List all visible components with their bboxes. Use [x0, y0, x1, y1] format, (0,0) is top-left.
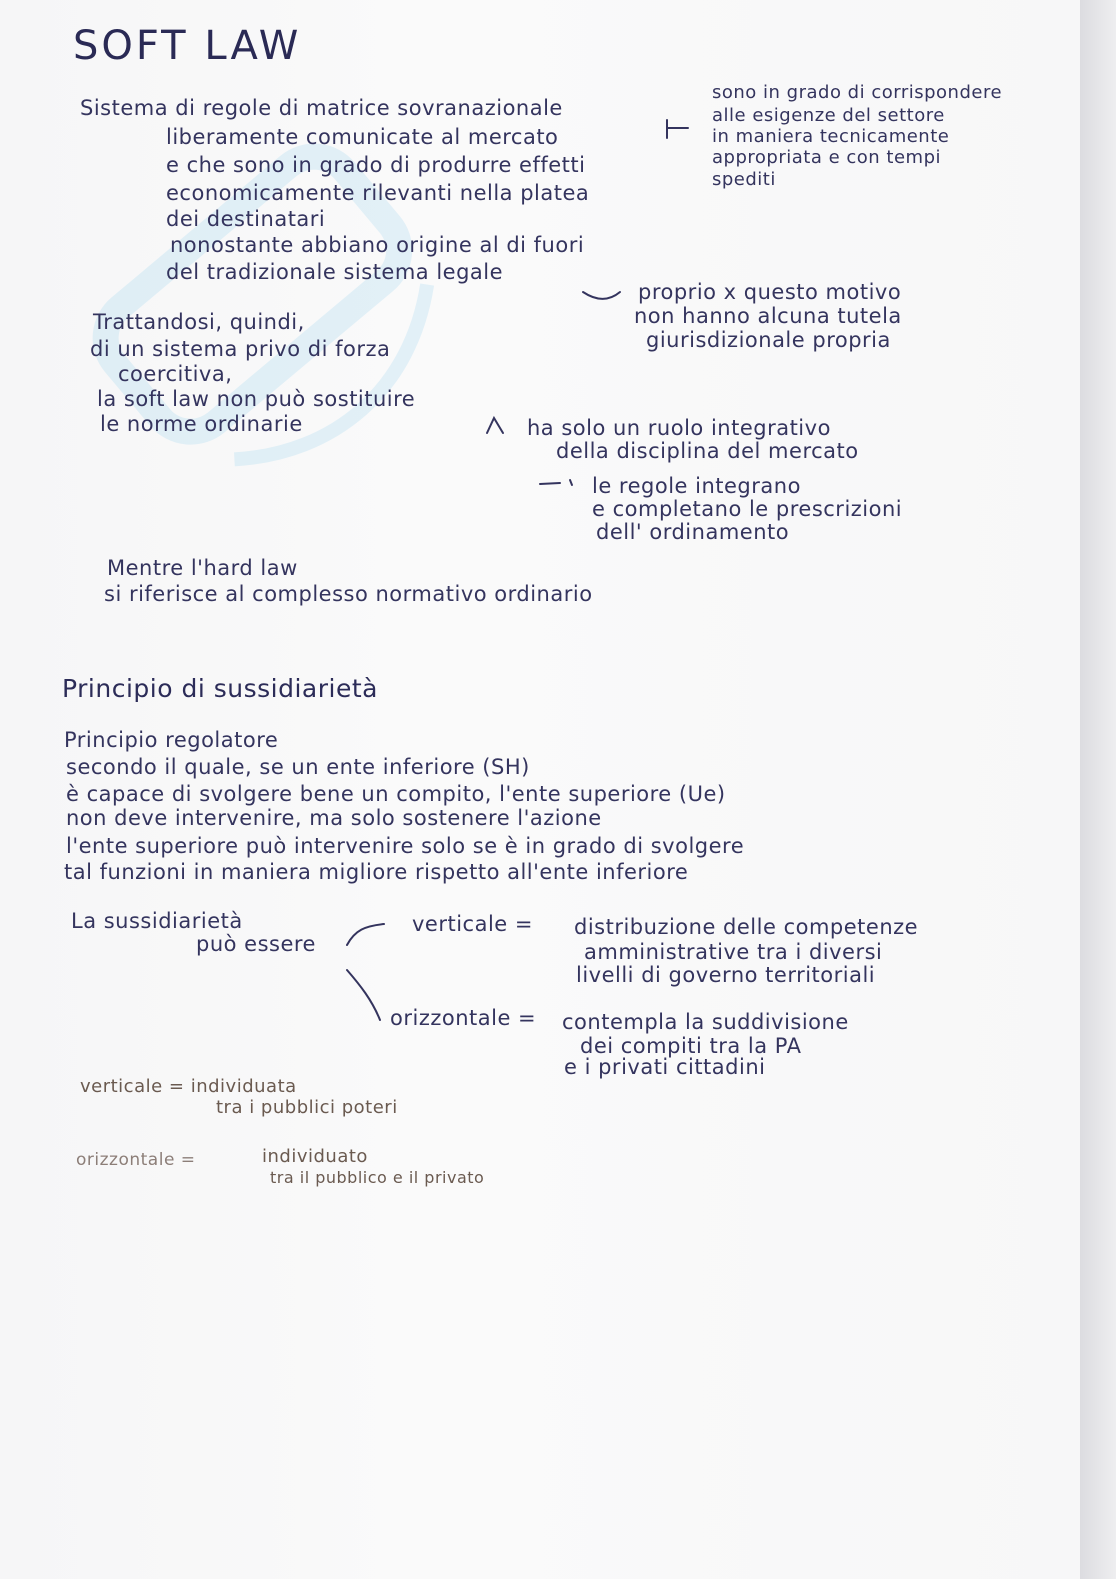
- hard-law-line: Mentre l'hard law: [107, 556, 298, 580]
- rules-line: dell' ordinamento: [596, 520, 790, 544]
- principle-line: l'ente superiore può intervenire solo se è in grado di svolgere: [66, 834, 745, 858]
- definition-line: del tradizionale sistema legale: [166, 260, 504, 284]
- hard-law-line: si riferisce al complesso normativo ordinario: [104, 582, 593, 606]
- principle-line: secondo il quale, se un ente inferiore (SH): [66, 755, 530, 779]
- principle-line: è capace di svolgere bene un compito, l'ente superiore (Ue): [66, 782, 726, 806]
- side-note-line: appropriata e con tempi: [712, 147, 941, 168]
- role-line: della disciplina del mercato: [556, 439, 859, 463]
- definition-line: e che sono in grado di produrre effetti: [166, 153, 586, 177]
- side-note-line: sono in grado di corrispondere: [712, 82, 1003, 103]
- principle-line: tal funzioni in maniera migliore rispetto all'ente inferiore: [64, 860, 689, 884]
- definition-line: Sistema di regole di matrice sovranazionale: [80, 96, 563, 120]
- rules-line: e completano le prescrizioni: [592, 497, 903, 521]
- motivo-line: proprio x questo motivo: [638, 280, 902, 304]
- section-heading: Principio di sussidiarietà: [62, 674, 378, 703]
- note-horizontal-line: tra il pubblico e il privato: [270, 1168, 485, 1187]
- horizontal-label: orizzontale =: [390, 1006, 537, 1030]
- coercion-line: le norme ordinarie: [100, 412, 303, 436]
- principle-line: non deve intervenire, ma solo sostenere l'azione: [66, 806, 602, 830]
- vertical-def-line: livelli di governo territoriali: [576, 963, 876, 987]
- horizontal-def-line: contempla la suddivisione: [562, 1010, 849, 1034]
- horizontal-def-line: e i privati cittadini: [564, 1055, 766, 1079]
- note-vertical-line: tra i pubblici poteri: [216, 1097, 398, 1118]
- note-vertical-line: verticale = individuata: [80, 1076, 297, 1097]
- vertical-def-line: amministrative tra i diversi: [584, 940, 883, 964]
- coercion-line: la soft law non può sostituire: [97, 387, 416, 411]
- horizontal-def-line: dei compiti tra la PA: [580, 1034, 802, 1058]
- definition-line: liberamente comunicate al mercato: [166, 125, 559, 149]
- page-title: SOFT LAW: [73, 23, 302, 69]
- motivo-line: non hanno alcuna tutela: [634, 304, 902, 328]
- principle-line: Principio regolatore: [64, 728, 279, 752]
- coercion-line: Trattandosi, quindi,: [93, 310, 305, 334]
- role-line: ha solo un ruolo integrativo: [527, 416, 831, 440]
- rules-line: le regole integrano: [592, 474, 801, 498]
- side-note-line: in maniera tecnicamente: [712, 126, 950, 147]
- page-edge: [1080, 0, 1116, 1579]
- vertical-def-line: distribuzione delle competenze: [574, 915, 919, 939]
- motivo-line: giurisdizionale propria: [646, 328, 891, 352]
- definition-line: economicamente rilevanti nella platea: [166, 181, 590, 205]
- definition-line: dei destinatari: [166, 207, 326, 231]
- can-be-line: La sussidiarietà: [71, 909, 243, 933]
- coercion-line: di un sistema privo di forza: [90, 337, 391, 361]
- can-be-line: può essere: [196, 932, 316, 956]
- note-horizontal-label: orizzontale =: [76, 1150, 196, 1170]
- side-note-line: spediti: [712, 169, 776, 190]
- side-note-line: alle esigenze del settore: [712, 105, 945, 126]
- definition-line: nonostante abbiano origine al di fuori: [170, 233, 585, 257]
- vertical-label: verticale =: [412, 912, 533, 936]
- note-horizontal-line: individuato: [262, 1146, 368, 1167]
- coercion-line: coercitiva,: [118, 362, 233, 386]
